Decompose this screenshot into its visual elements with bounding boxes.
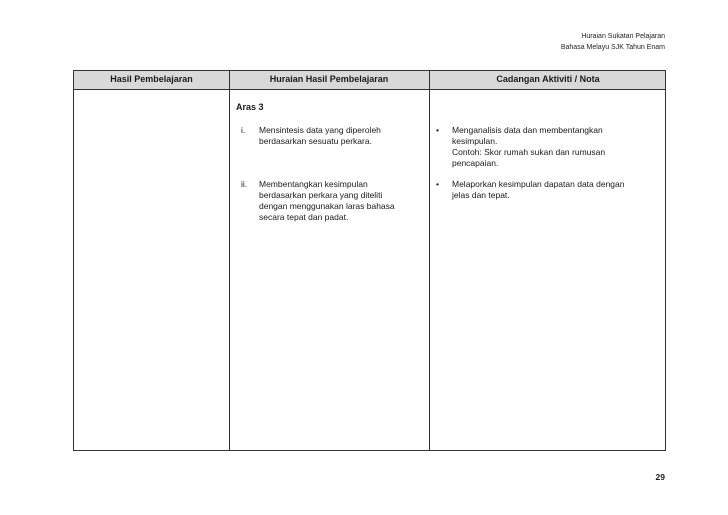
row-1-bullet-icon: • — [436, 125, 439, 135]
col-header-huraian: Huraian Hasil Pembelajaran — [269, 74, 389, 84]
row-2-number: ii. — [241, 179, 248, 189]
row-2-note — [452, 179, 625, 201]
row-1-desc-line-1: Mensintesis data yang diperoleh — [259, 125, 381, 135]
row-1-number: i. — [241, 125, 246, 135]
row-1-note-line-4: pencapaian. — [452, 158, 499, 168]
column-divider-2 — [429, 71, 430, 450]
row-2-desc-line-4: secara tepat dan padat. — [259, 212, 349, 222]
header-line-2: Bahasa Melayu SJK Tahun Enam — [560, 44, 665, 51]
row-1-description — [259, 125, 381, 147]
row-2-description — [259, 179, 395, 223]
syllabus-table — [73, 70, 666, 451]
row-2-note-line-2: jelas dan tepat. — [452, 190, 510, 200]
level-label: Aras 3 — [236, 102, 264, 112]
row-2-note-line-1: Melaporkan kesimpulan dapatan data dengan — [452, 179, 625, 189]
col-header-hasil: Hasil Pembelajaran — [110, 74, 193, 84]
column-divider-1 — [229, 71, 230, 450]
row-1-desc-line-2: berdasarkan sesuatu perkara. — [259, 136, 372, 146]
page-number: 29 — [655, 472, 665, 482]
row-1-note — [452, 125, 605, 169]
row-1-note-line-1: Menganalisis data dan membentangkan — [452, 125, 603, 135]
row-1-note-line-3: Contoh: Skor rumah sukan dan rumusan — [452, 147, 606, 157]
row-2-bullet-icon: • — [436, 179, 439, 189]
row-1-note-line-2: kesimpulan. — [452, 136, 498, 146]
document-header — [561, 31, 665, 53]
header-line-1: Huraian Sukatan Pelajaran — [581, 33, 665, 40]
row-2-desc-line-2: berdasarkan perkara yang diteliti — [259, 190, 383, 200]
row-2-desc-line-1: Membentangkan kesimpulan — [259, 179, 368, 189]
col-header-cadangan: Cadangan Aktiviti / Nota — [496, 74, 600, 84]
row-2-desc-line-3: dengan menggunakan laras bahasa — [259, 201, 395, 211]
